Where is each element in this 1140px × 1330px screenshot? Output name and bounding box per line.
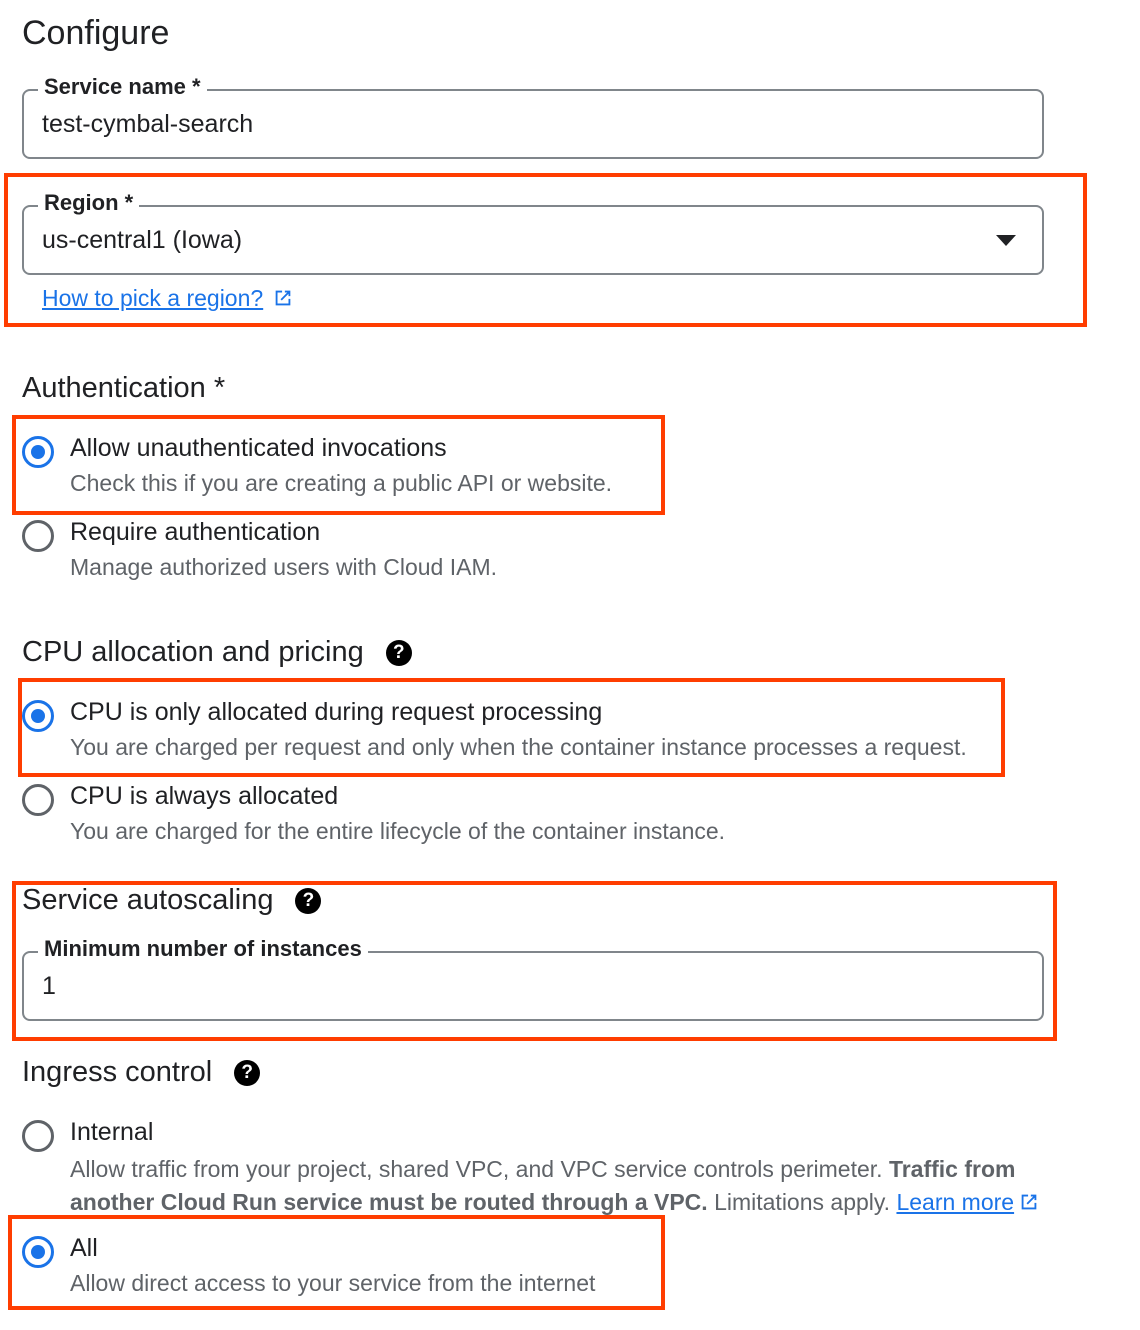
service-name-field[interactable] (22, 74, 1044, 159)
radio-checked[interactable] (22, 700, 54, 732)
region-select[interactable] (22, 190, 1044, 275)
auth-highlight-box (12, 415, 665, 515)
ingress-option-desc: Allow direct access to your service from the internet (70, 1270, 596, 1296)
help-icon[interactable]: ? (234, 1060, 260, 1086)
min-instances-value[interactable]: 1 (42, 972, 56, 1000)
cpu-option-title: CPU is only allocated during request processing (70, 698, 603, 726)
radio-unchecked[interactable] (22, 784, 54, 816)
cpu-option-desc: You are charged per request and only when the container instance processes a request. (70, 734, 967, 760)
external-link-icon (272, 287, 294, 309)
min-instances-field[interactable] (22, 936, 1044, 1021)
cpu-highlight-box (18, 678, 1005, 777)
cpu-allocation-title-text: CPU allocation and pricing (22, 636, 364, 668)
how-to-pick-region-link[interactable]: How to pick a region? (42, 285, 264, 311)
ingress-internal-desc-bold: Traffic from another Cloud Run service must be routed through a VPC. (70, 1156, 1016, 1215)
radio-checked[interactable] (22, 436, 54, 468)
ingress-title-text: Ingress control (22, 1056, 213, 1088)
ingress-internal-desc-part2: Limitations apply. (707, 1189, 897, 1215)
radio-checked[interactable] (22, 1236, 54, 1268)
caret-down-icon[interactable] (996, 235, 1016, 246)
min-instances-label: Minimum number of instances (38, 936, 368, 962)
auth-option-title: Allow unauthenticated invocations (70, 434, 447, 462)
learn-more-link[interactable]: Learn more (896, 1189, 1015, 1215)
page-title: Configure (22, 14, 170, 52)
authentication-title (22, 372, 225, 405)
cpu-option-title: CPU is always allocated (70, 782, 339, 810)
ingress-option-title: Internal (70, 1118, 154, 1146)
service-name-value[interactable]: test-cymbal-search (42, 110, 254, 138)
radio-unchecked[interactable] (22, 520, 54, 552)
service-name-label: Service name * (38, 74, 207, 100)
radio-unchecked[interactable] (22, 1120, 54, 1152)
external-link-icon (1018, 1191, 1040, 1213)
autoscaling-title (22, 884, 321, 917)
ingress-internal-desc-part1: Allow traffic from your project, shared VPC, and VPC service controls perimeter. (70, 1156, 889, 1182)
help-icon[interactable]: ? (295, 888, 321, 914)
region-label: Region * (38, 190, 139, 216)
authentication-title-text: Authentication * (22, 372, 226, 404)
region-value[interactable]: us-central1 (Iowa) (42, 226, 243, 254)
autoscaling-title-text: Service autoscaling (22, 884, 274, 916)
ingress-option-title: All (70, 1234, 98, 1262)
ingress-internal-desc (70, 1153, 1070, 1219)
cpu-allocation-title (22, 636, 412, 669)
auth-option-desc: Check this if you are creating a public API or website. (70, 470, 613, 496)
ingress-title (22, 1056, 260, 1089)
auth-option-title: Require authentication (70, 518, 321, 546)
help-icon[interactable]: ? (386, 640, 412, 666)
cpu-option-desc: You are charged for the entire lifecycle of the container instance. (70, 818, 726, 844)
auth-option-desc: Manage authorized users with Cloud IAM. (70, 554, 497, 580)
